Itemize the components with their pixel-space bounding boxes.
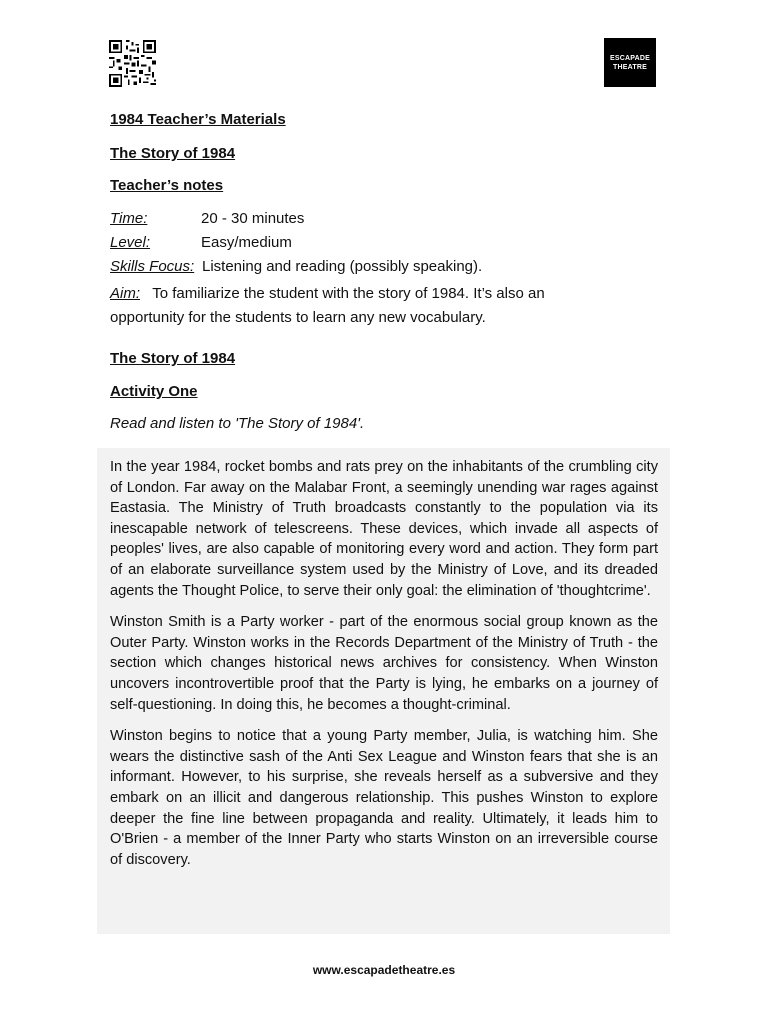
skills-value: Listening and reading (possibly speaking). — [202, 258, 483, 275]
aim-value: To familiarize the student with the story of 1984. It’s also an opportunity for the students to learn any new vocabulary. — [110, 285, 545, 326]
skills-label: Skills Focus: — [110, 258, 195, 275]
story-heading: The Story of 1984 — [110, 145, 236, 162]
footer-url: www.escapadetheatre.es — [312, 963, 456, 977]
story-paragraph: In the year 1984, rocket bombs and rats prey on the inhabitants of the crumbling city of London. Far away on the Malabar Front, a seemingly unending war rages against Eastasia. The Ministry of Truth broadcasts constantly to the population via its inescapable network of telescreens. These devices, which invade all aspects of peoples' lives, are also capable of monitoring every word and action. They form part of an elaborate surveillance system used by the Ministry of Love, and its dreaded agents the Thought Police, to serve their only goal: the elimination of 'thoughtcrime'. — [110, 459, 658, 599]
story-section-heading: The Story of 1984 — [110, 350, 236, 367]
skills-row — [110, 258, 483, 275]
aim-row — [110, 282, 610, 330]
teachers-notes-heading: Teacher’s notes — [110, 177, 224, 194]
aim-label: Aim: — [110, 285, 140, 302]
level-row — [110, 234, 292, 251]
logo-line-1: ESCAPADE — [610, 54, 650, 62]
story-text-box — [97, 448, 670, 934]
level-label: Level: — [110, 234, 151, 251]
level-value: Easy/medium — [201, 234, 292, 251]
escapade-theatre-logo — [604, 38, 656, 87]
story-paragraph: Winston begins to notice that a young Party member, Julia, is watching him. She wears the distinctive sash of the Anti Sex League and Winston fears that she is an informant. However, to his surprise, she reveals herself as a subversive and they embark on an illicit and dangerous relationship. This pushes Winston to explore deeper the fine line between propaganda and reality. Ultimately, it leads him to O'Brien - a member of the Inner Party who starts Winston on an irreversible course of discovery. — [110, 728, 658, 868]
activity-instruction: Read and listen to 'The Story of 1984'. — [110, 415, 365, 432]
story-paragraph: Winston Smith is a Party worker - part of the enormous social group known as the Outer Party. Winston works in the Records Department of the Ministry of Truth - the section which changes historical news archives for consistency. When Winston uncovers incontrovertible proof that the Party is lying, he embarks on a journey of self-questioning. In doing this, he becomes a thought-criminal. — [110, 614, 658, 713]
activity-heading: Activity One — [110, 383, 198, 400]
materials-heading: 1984 Teacher’s Materials — [110, 111, 286, 128]
time-row — [110, 210, 305, 227]
time-value: 20 - 30 minutes — [201, 210, 305, 227]
logo-line-2: THEATRE — [613, 63, 647, 71]
time-label: Time: — [110, 210, 148, 227]
qr-code — [109, 40, 156, 87]
